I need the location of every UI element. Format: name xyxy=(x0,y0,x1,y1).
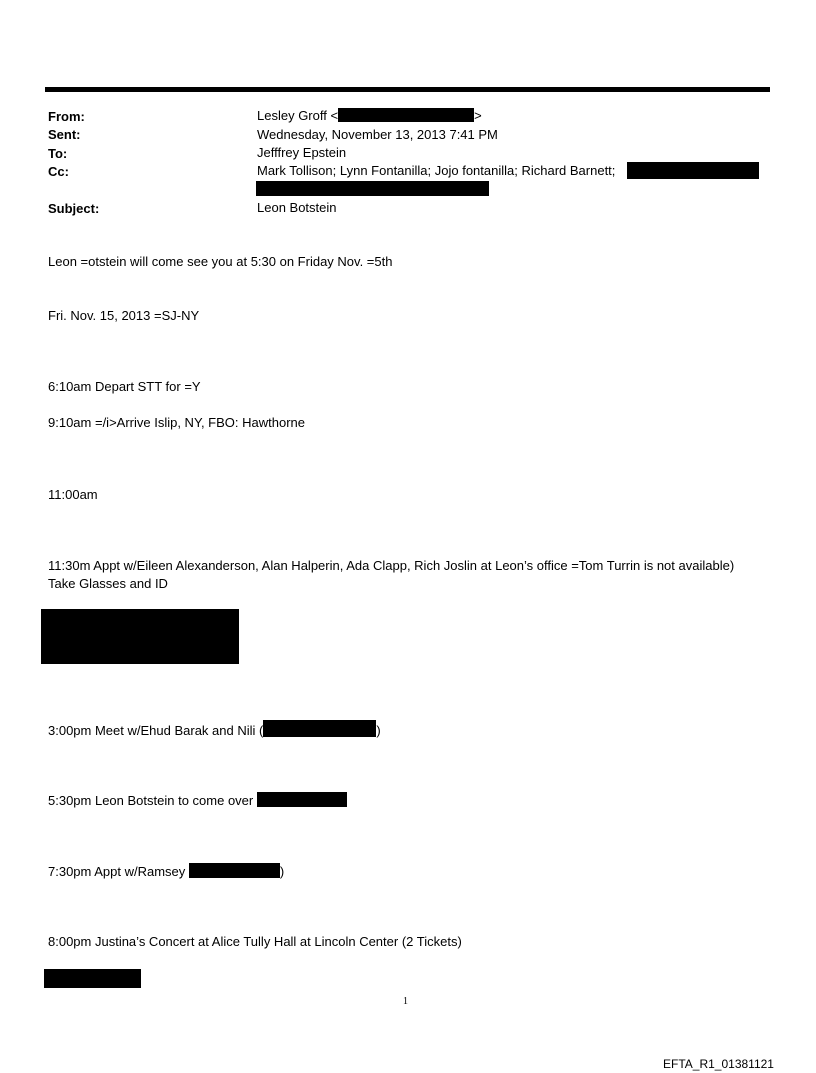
ramsey-730-close: ) xyxy=(279,864,285,879)
subject-value: Leon Botstein xyxy=(257,200,337,215)
redaction-box xyxy=(256,181,489,196)
appt-1130-line: 11:30m Appt w/Eileen Alexanderson, Alan Halperin, Ada Clapp, Rich Joslin at Leon’s office =Tom Turrin is not available) xyxy=(48,558,735,573)
depart-line: 6:10am Depart STT for =Y xyxy=(48,379,201,394)
redaction-box xyxy=(257,792,347,807)
sent-label: Sent: xyxy=(48,127,81,142)
page-number: 1 xyxy=(403,996,408,1007)
date-line: Fri. Nov. 15, 2013 =SJ-NY xyxy=(48,308,200,323)
ramsey-730-text: 7:30pm Appt w/Ramsey xyxy=(48,864,186,879)
glasses-line: Take Glasses and ID xyxy=(48,576,168,591)
redaction-box xyxy=(338,108,474,122)
from-label: From: xyxy=(48,109,85,124)
intro-line: Leon =otstein will come see you at 5:30 on Friday Nov. =5th xyxy=(48,254,393,269)
meet-300-close: ) xyxy=(376,723,381,738)
meet-300-text: 3:00pm Meet w/Ehud Barak and Nili ( xyxy=(48,723,264,738)
cc-label: Cc: xyxy=(48,164,69,179)
from-suffix: > xyxy=(474,108,482,123)
arrive-line: 9:10am =/i>Arrive Islip, NY, FBO: Hawthorne xyxy=(48,415,305,430)
redaction-box xyxy=(263,720,376,737)
to-label: To: xyxy=(48,146,68,161)
leon-530-line xyxy=(48,792,347,808)
redaction-box xyxy=(44,969,141,988)
meet-300-line xyxy=(48,720,381,738)
from-name: Lesley Groff < xyxy=(257,108,339,123)
redaction-box xyxy=(189,863,280,878)
redaction-box xyxy=(627,162,759,179)
from-value xyxy=(257,108,482,123)
header-rule xyxy=(45,87,770,92)
sent-value: Wednesday, November 13, 2013 7:41 PM xyxy=(257,127,498,142)
redaction-box xyxy=(41,609,239,664)
subject-label: Subject: xyxy=(48,201,100,216)
leon-530-text: 5:30pm Leon Botstein to come over xyxy=(48,793,254,808)
document-id: EFTA_R1_01381121 xyxy=(663,1057,774,1071)
ramsey-730-line xyxy=(48,863,284,879)
eleven-line: 11:00am xyxy=(48,487,98,502)
to-value: Jefffrey Epstein xyxy=(257,145,347,160)
cc-value: Mark Tollison; Lynn Fontanilla; Jojo fontanilla; Richard Barnett; xyxy=(257,163,616,178)
concert-800-line: 8:00pm Justina’s Concert at Alice Tully Hall at Lincoln Center (2 Tickets) xyxy=(48,934,462,949)
